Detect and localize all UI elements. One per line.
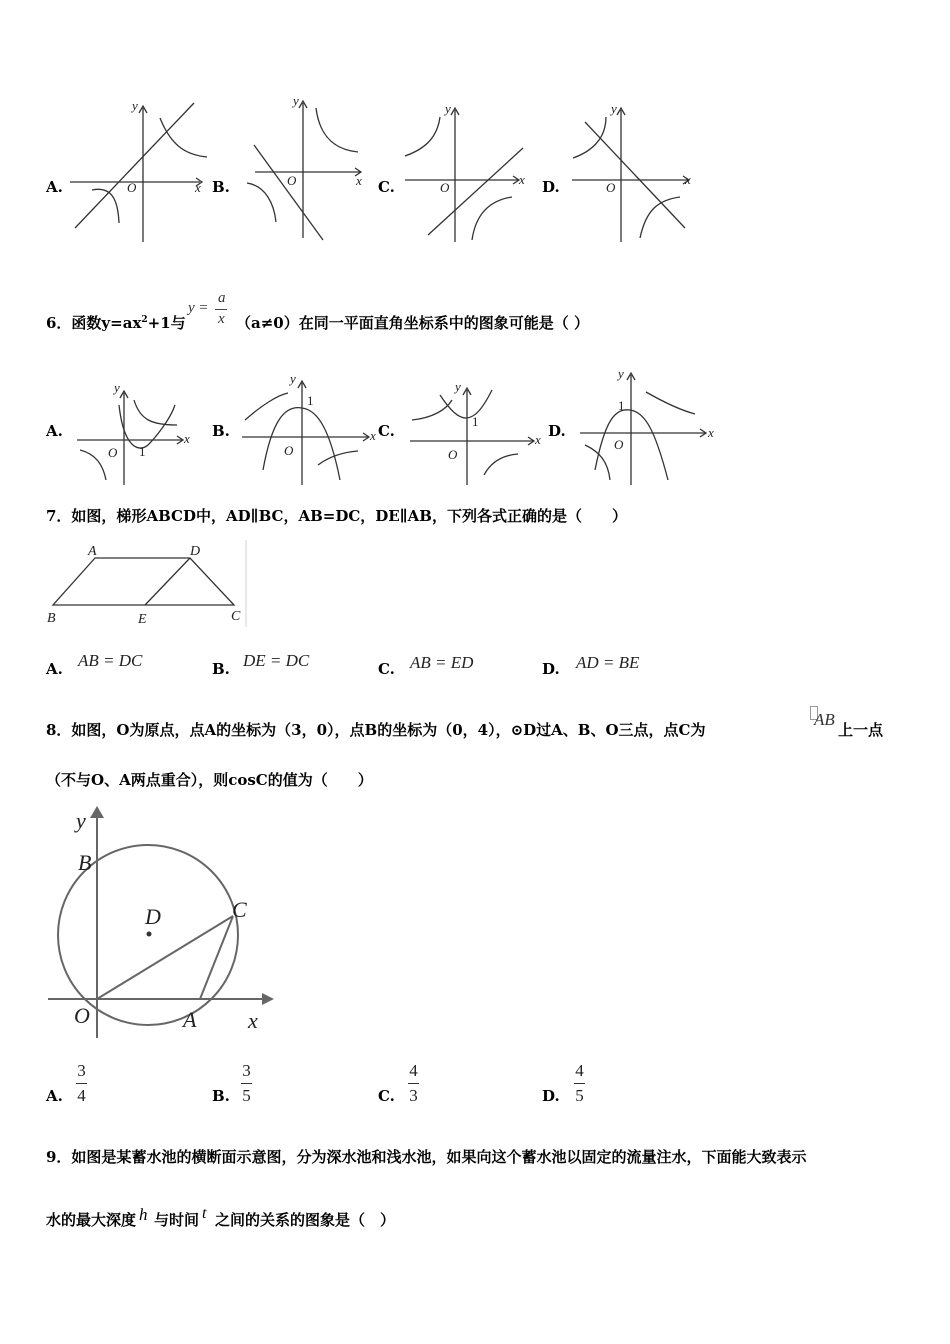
axis-y-label: y <box>455 379 461 394</box>
q8-option-c-label: C. <box>378 1087 395 1105</box>
q5-option-d: D. <box>542 178 560 196</box>
axis-y-label: y <box>618 366 624 381</box>
axis-x-label: x <box>195 180 201 195</box>
axis-x-label: x <box>184 431 190 446</box>
one-label: 1 <box>618 398 625 413</box>
origin-label: O <box>287 173 297 188</box>
q7-option-a-label: A. <box>46 660 63 678</box>
label-o: O <box>74 1003 90 1028</box>
q5-option-b: B. <box>212 178 230 196</box>
origin-label: O <box>614 437 624 452</box>
q8-option-a-frac: 3 4 <box>77 1061 86 1105</box>
axis-x-label: x <box>685 172 691 187</box>
question-9-line2: 水的最大深度 h 与时间 t 之间的关系的图象是（ ） <box>46 1205 396 1229</box>
q8-option-a-label: A. <box>46 1087 63 1105</box>
origin-label: O <box>127 180 137 195</box>
question-6-text: 6．函数$y=ax^2+1$与 <box>46 314 186 332</box>
origin-label: O <box>108 445 118 460</box>
label-x: x <box>248 1008 258 1033</box>
q6-option-a: A. <box>46 422 63 440</box>
q5-option-a: A. <box>46 178 63 196</box>
q7-option-d-label: D. <box>542 660 560 678</box>
axis-y-label: y <box>290 371 296 386</box>
q6-option-d: D. <box>548 422 566 440</box>
axis-y-label: y <box>445 101 451 116</box>
one-label: 1 <box>139 444 146 459</box>
label-a: A <box>183 1007 197 1032</box>
question-9-line1: 9．如图是某蓄水池的横断面示意图，分为深水池和浅水池，如果向这个蓄水池以固定的流量注水，下面能大致表示 <box>46 1148 807 1166</box>
q7-option-c-eq: AB = ED <box>410 653 474 672</box>
label-b: B <box>47 611 56 626</box>
q7-option-d-eq: AD = BE <box>576 653 640 672</box>
label-c: C <box>232 897 247 922</box>
axis-x-label: x <box>708 425 714 440</box>
axis-y-label: y <box>114 380 120 395</box>
axis-y-label: y <box>132 98 138 113</box>
one-label: 1 <box>307 393 314 408</box>
var-t: t <box>202 1205 207 1222</box>
label-e: E <box>138 612 147 627</box>
one-label: 1 <box>472 414 479 429</box>
q8-option-b-frac: 3 5 <box>242 1061 251 1105</box>
q8-option-d-label: D. <box>542 1087 560 1105</box>
label-d: D <box>145 904 161 929</box>
q8-option-b-label: B. <box>212 1087 230 1105</box>
axis-x-label: x <box>370 428 376 443</box>
question-8-line2: （不与O、A两点重合），则cosC的值为（ ） <box>46 771 373 789</box>
label-b: B <box>78 850 92 875</box>
q6-option-c: C. <box>378 422 395 440</box>
origin-label: O <box>448 447 458 462</box>
origin-label: O <box>440 180 450 195</box>
label-a: A <box>88 544 97 559</box>
origin-label: O <box>284 443 294 458</box>
axis-y-label: y <box>611 101 617 116</box>
q7-option-b-eq: DE = DC <box>243 651 310 670</box>
axis-x-label: x <box>356 173 362 188</box>
q8-option-c-frac: 4 3 <box>409 1061 418 1105</box>
label-y: y <box>76 808 86 833</box>
q7-option-a-eq: AB = DC <box>78 651 143 670</box>
q5-option-c: C. <box>378 178 395 196</box>
q7-option-c-label: C. <box>378 660 395 678</box>
q6-option-b: B. <box>212 422 230 440</box>
question-6-text-after: （a≠0）在同一平面直角坐标系中的图象可能是（ ） <box>236 314 589 332</box>
question-7-text: 7．如图，梯形ABCD中，AD∥BC，AB=DC，DE∥AB，下列各式正确的是（ ） <box>46 507 627 525</box>
axis-x-label: x <box>535 432 541 447</box>
var-h: h <box>139 1205 148 1224</box>
q8-option-d-frac: 4 5 <box>575 1061 584 1105</box>
axis-x-label: x <box>519 172 525 187</box>
question-8-line1: 8．如图，O为原点，点A的坐标为（3，0），点B的坐标为（0，4），⊙D过A、B、O三点，点C为 <box>46 721 706 739</box>
q7-option-b-label: B. <box>212 660 230 678</box>
label-d: D <box>190 544 201 559</box>
axis-y-label: y <box>293 93 299 108</box>
label-c: C <box>231 609 241 624</box>
question-8-line1-end: 上一点 <box>838 721 884 739</box>
origin-label: O <box>606 180 616 195</box>
